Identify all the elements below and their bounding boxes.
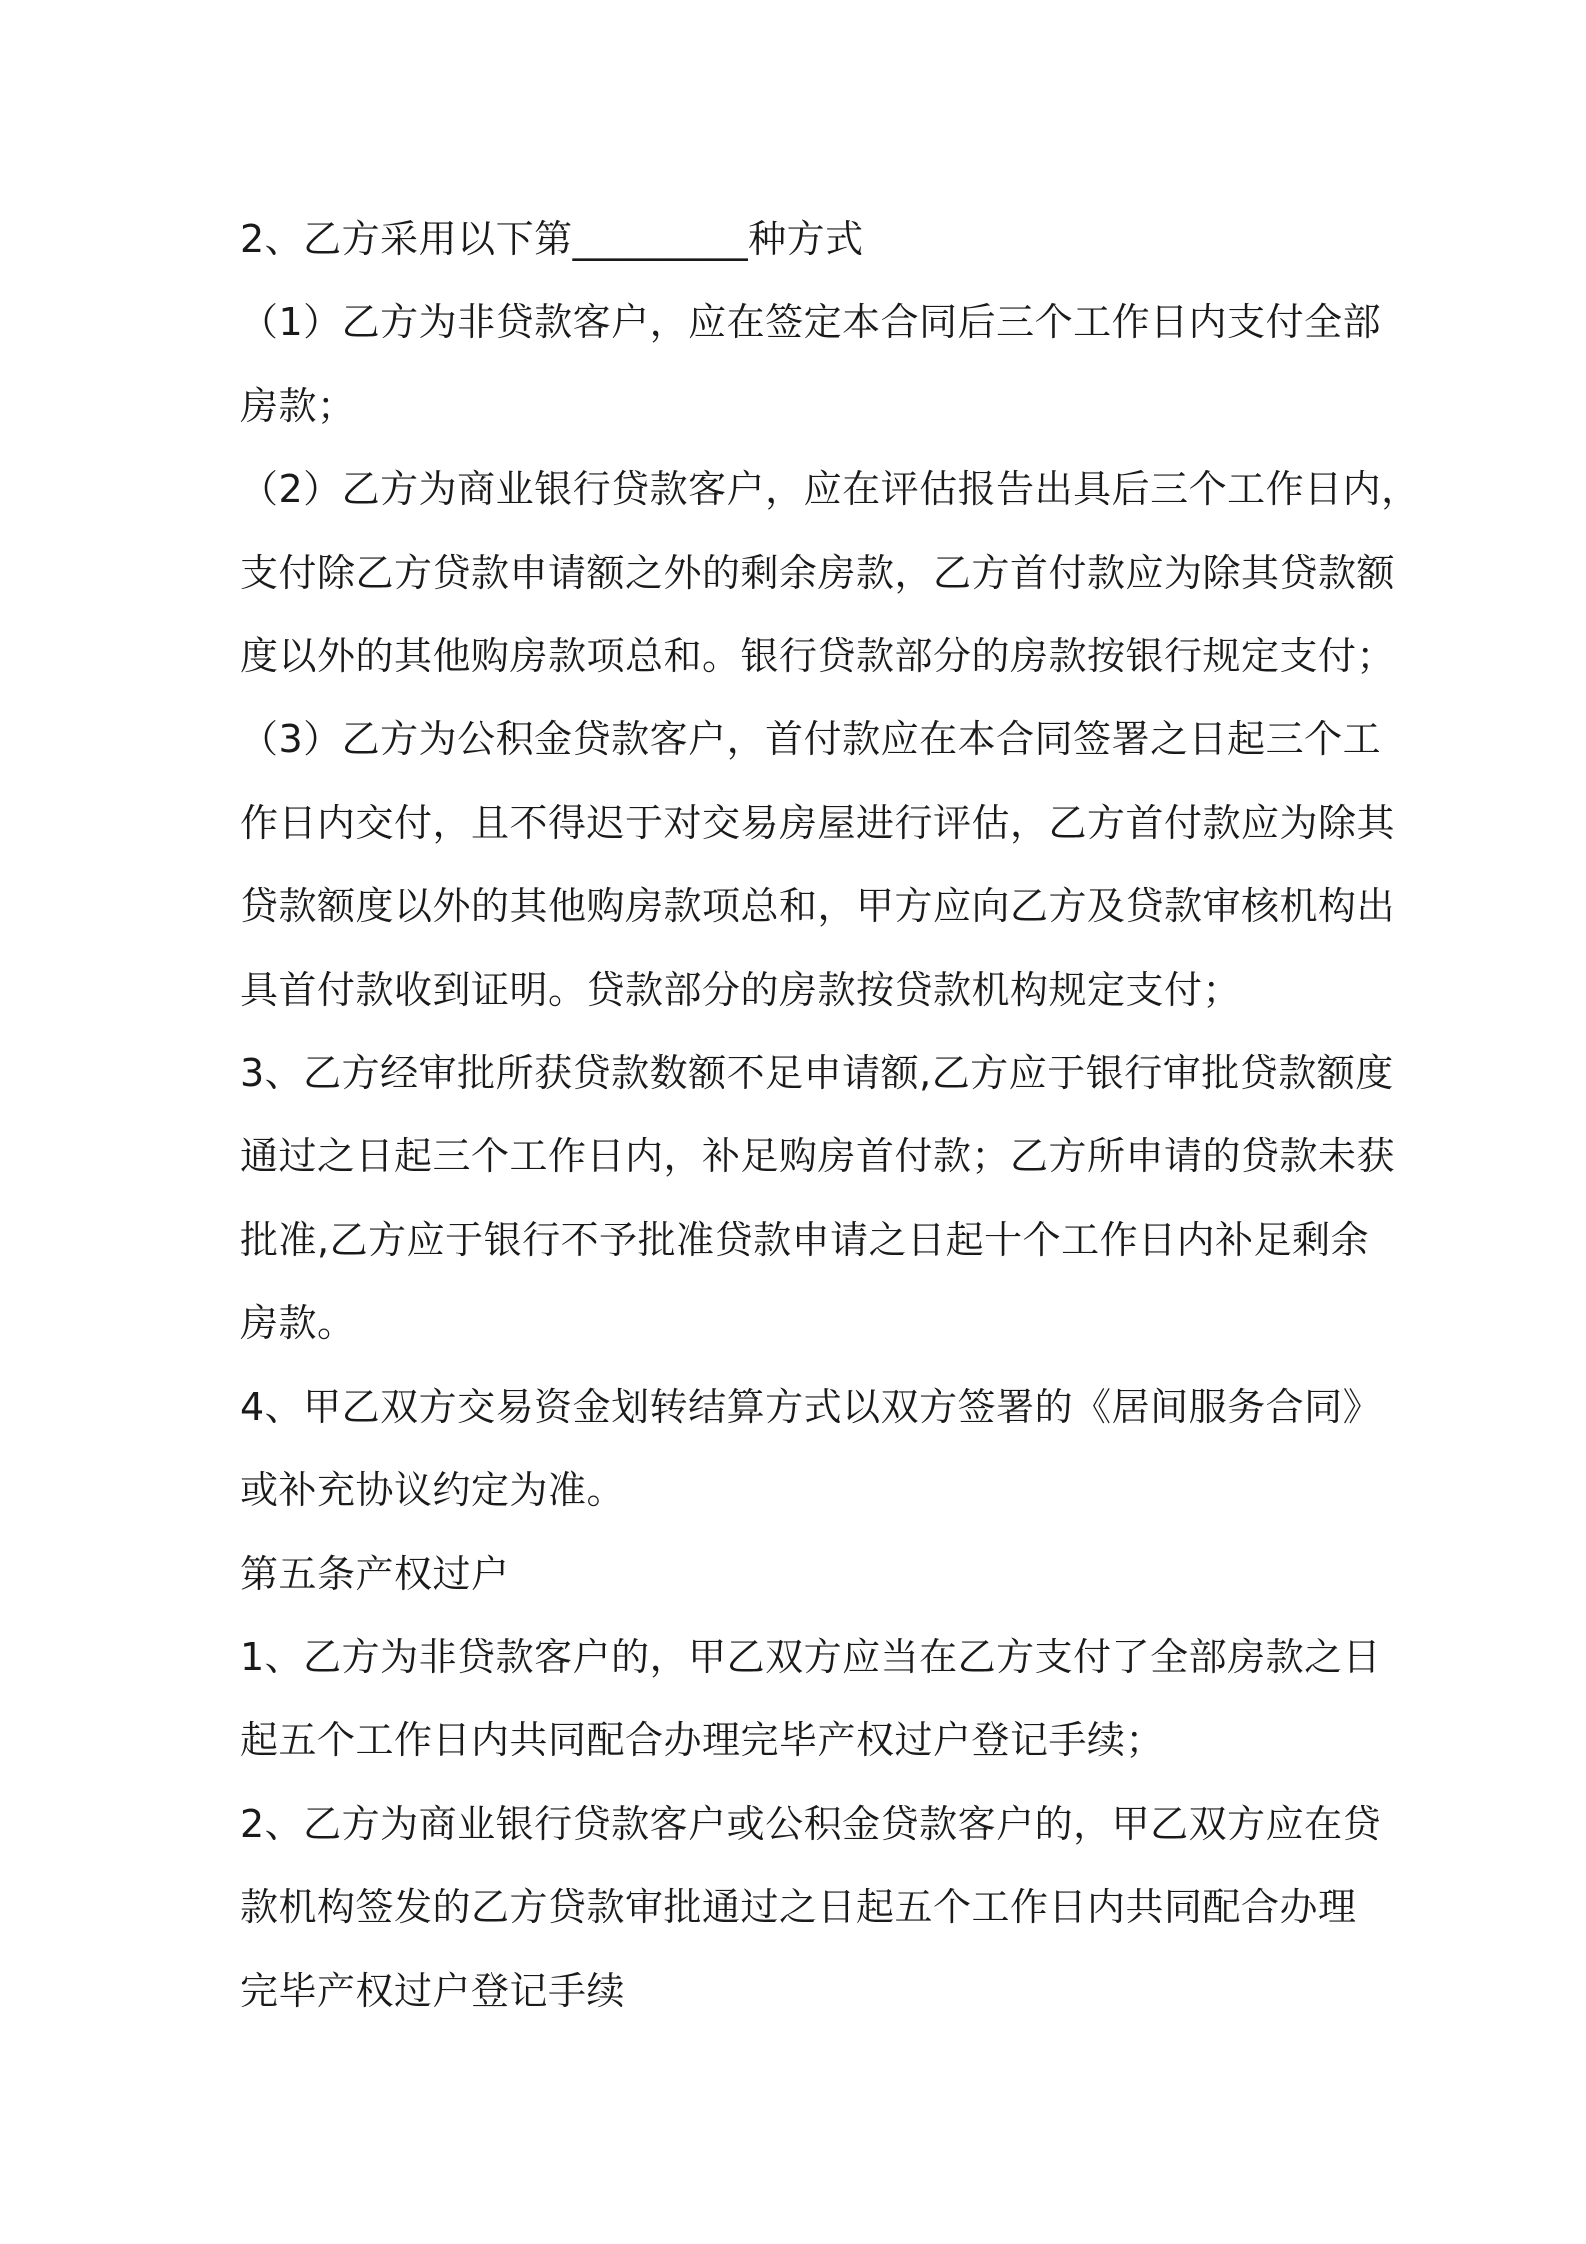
text-line: 通过之日起三个工作日内，补足购房首付款；乙方所申请的贷款未获 xyxy=(240,1134,1396,1179)
text-line: （2）乙方为商业银行贷款客户，应在评估报告出具后三个工作日内， xyxy=(240,467,1420,512)
text-line: 完毕产权过户登记手续 xyxy=(240,1968,626,2013)
text-line: 款机构签发的乙方贷款审批通过之日起五个工作日内共同配合办理 xyxy=(240,1885,1357,1930)
text-line: （1）乙方为非贷款客户，应在签定本合同后三个工作日内支付全部 xyxy=(240,300,1382,345)
text-line: （3）乙方为公积金贷款客户，首付款应在本合同签署之日起三个工 xyxy=(240,717,1382,762)
text-line: 支付除乙方贷款申请额之外的剩余房款，乙方首付款应为除其贷款额 xyxy=(240,550,1396,595)
text-line: 1、乙方为非贷款客户的，甲乙双方应当在乙方支付了全部房款之日 xyxy=(240,1634,1382,1679)
text-line: 批准,乙方应于银行不予批准贷款申请之日起十个工作日内补足剩余 xyxy=(240,1217,1370,1262)
text-line: 2、乙方采用以下第_________种方式 xyxy=(240,217,864,261)
text-line: 作日内交付，且不得迟于对交易房屋进行评估，乙方首付款应为除其 xyxy=(240,800,1396,845)
text-line: 3、乙方经审批所获贷款数额不足申请额,乙方应于银行审批贷款额度 xyxy=(240,1051,1394,1096)
document-body xyxy=(240,198,1420,2033)
text-line: 2、乙方为商业银行贷款客户或公积金贷款客户的，甲乙双方应在贷 xyxy=(240,1801,1382,1846)
text-line: 房款； xyxy=(240,383,356,428)
text-line: 具首付款收到证明。贷款部分的房款按贷款机构规定支付； xyxy=(240,967,1242,1012)
text-line: 起五个工作日内共同配合办理完毕产权过户登记手续； xyxy=(240,1718,1165,1763)
section-heading: 第五条产权过户 xyxy=(240,1551,510,1596)
text-line: 房款。 xyxy=(240,1301,356,1346)
text-line: 或补充协议约定为准。 xyxy=(240,1468,626,1513)
text-line: 4、甲乙双方交易资金划转结算方式以双方签署的《居间服务合同》 xyxy=(240,1384,1382,1429)
text-line: 度以外的其他购房款项总和。银行贷款部分的房款按银行规定支付； xyxy=(240,634,1396,679)
text-line: 贷款额度以外的其他购房款项总和，甲方应向乙方及贷款审核机构出 xyxy=(240,884,1396,929)
